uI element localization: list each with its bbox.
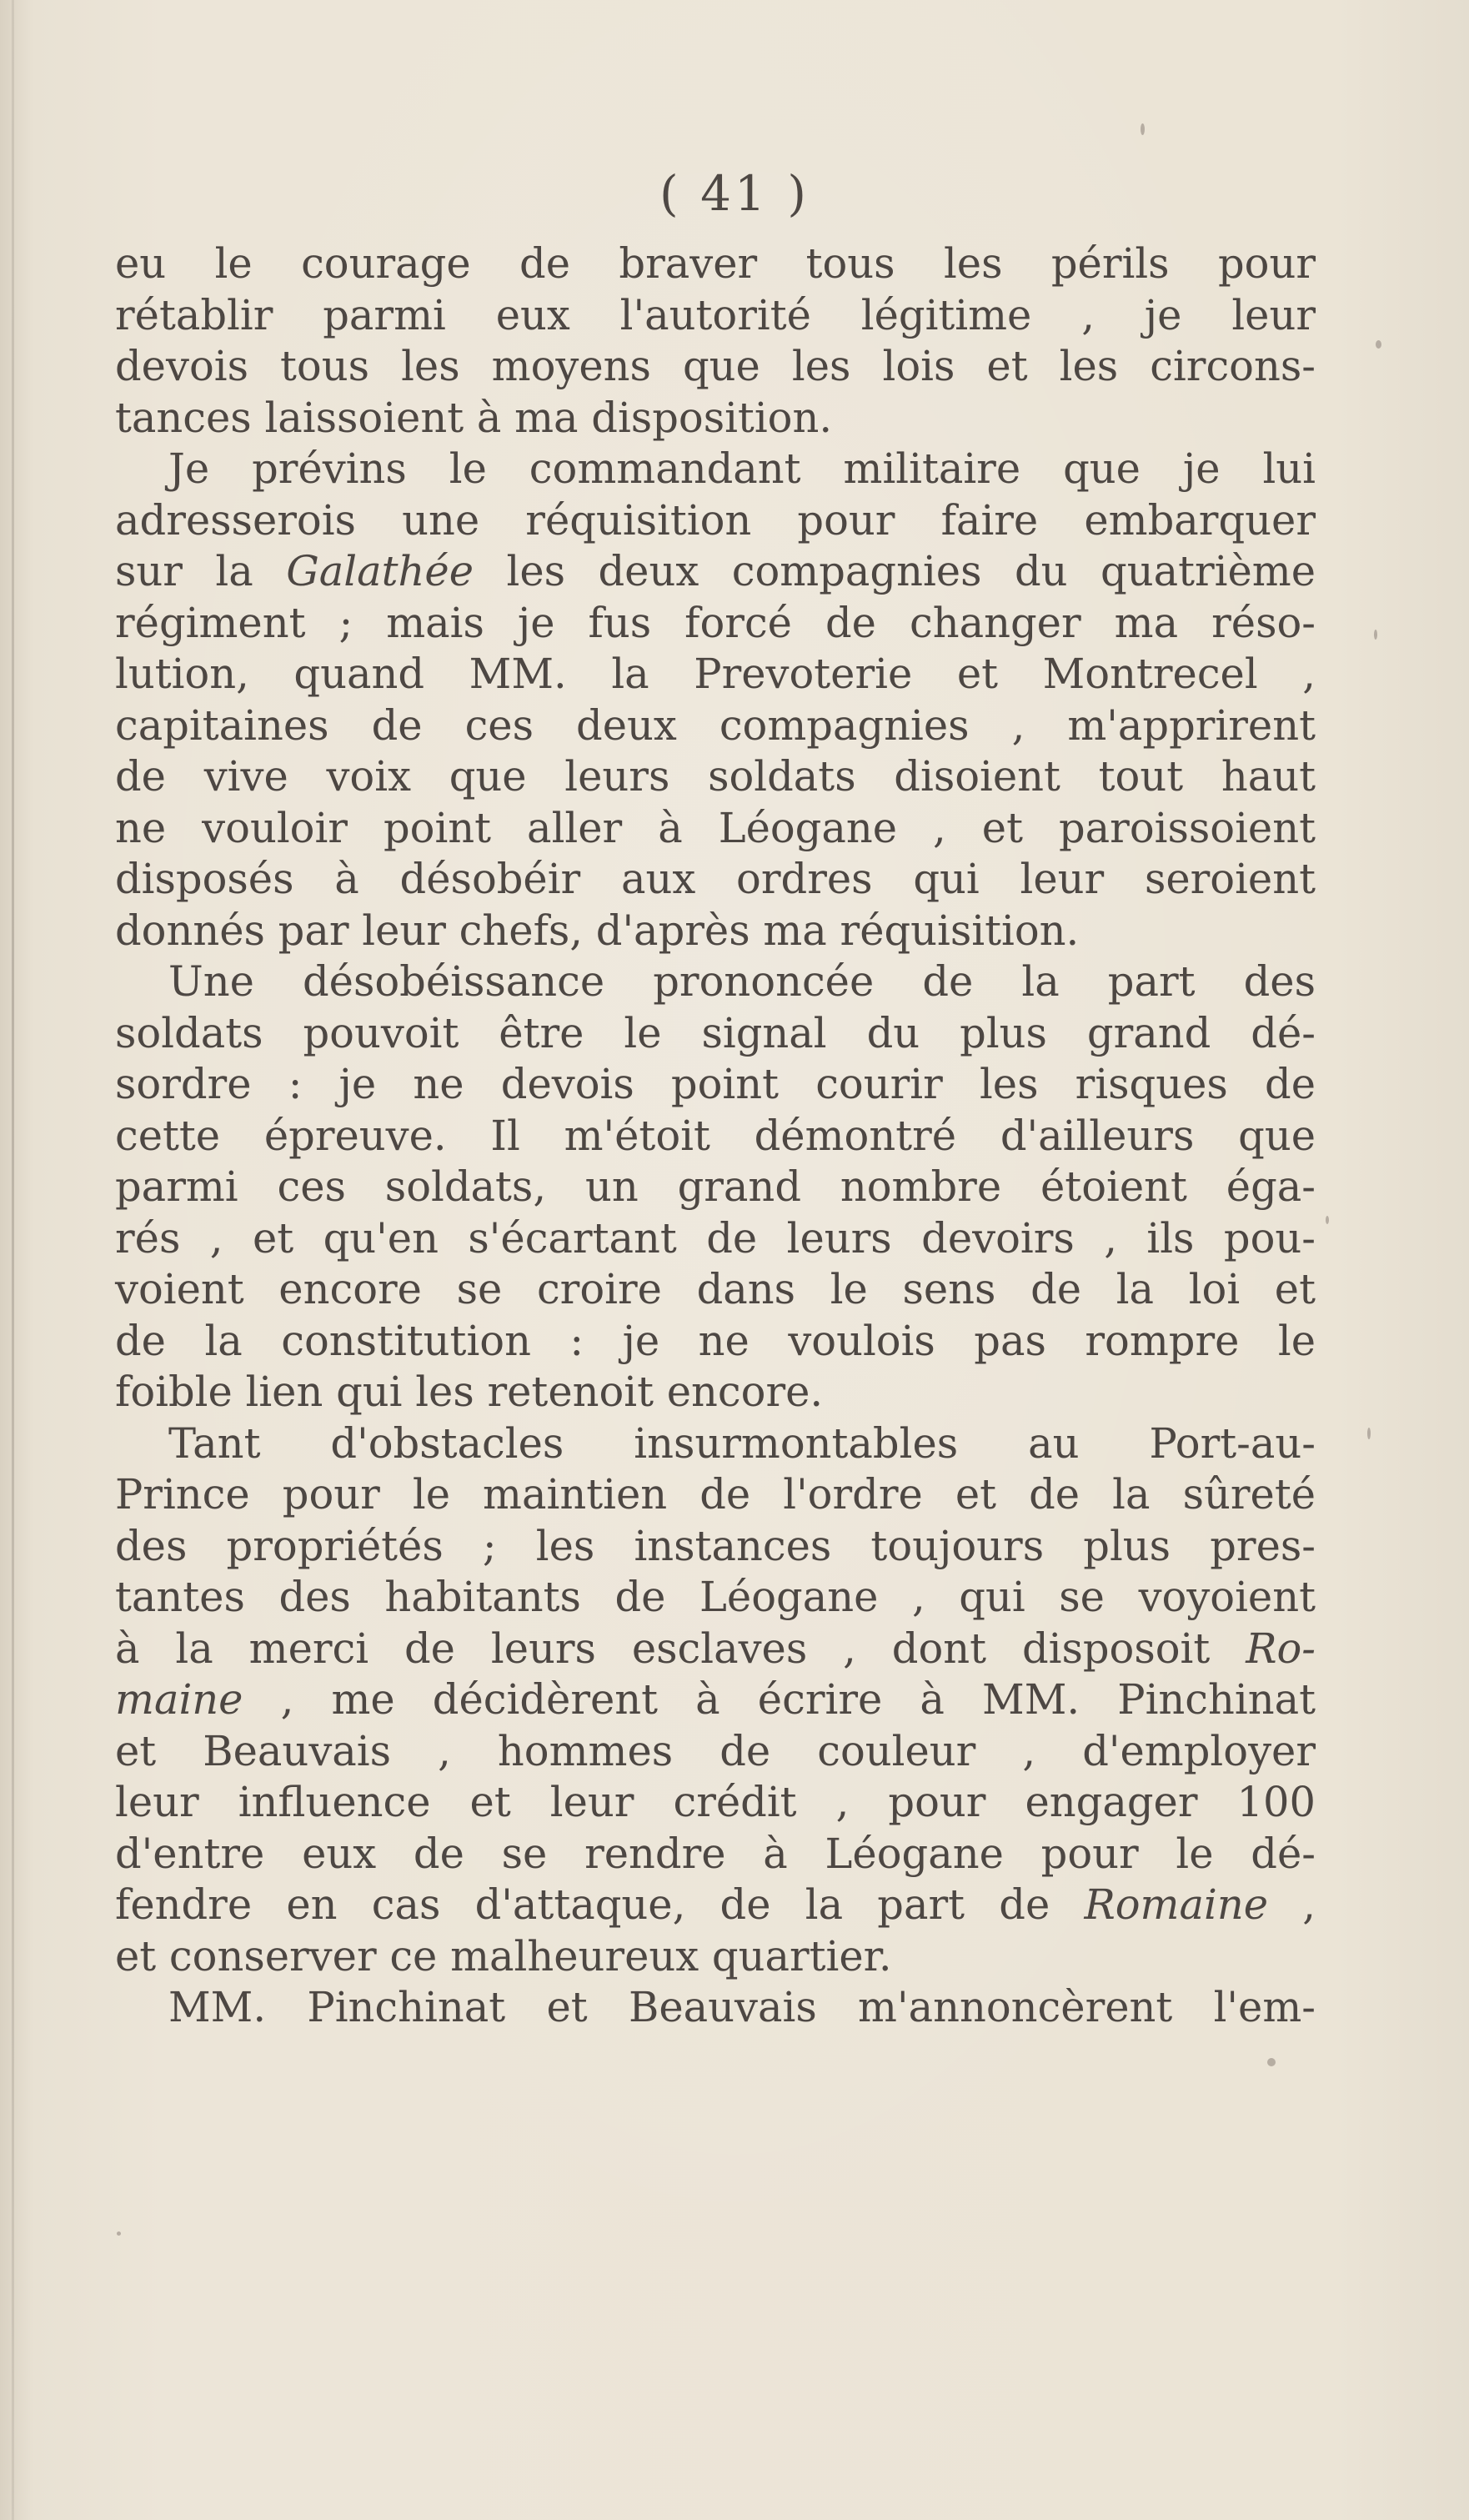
text-line: [115, 1111, 1316, 1162]
text-line: [115, 1777, 1316, 1829]
paper-speck: [1267, 2058, 1276, 2066]
text-line: [115, 393, 1316, 444]
text-line: [115, 751, 1316, 803]
text-segment: soldats pouvoit être le signal du plus grand dé-: [115, 1008, 1316, 1057]
text-segment: adresserois une réquisition pour faire embarquer: [115, 495, 1316, 545]
text-line: [115, 1264, 1316, 1316]
text-line: [115, 1572, 1316, 1624]
text-line: [115, 1982, 1316, 2034]
text-segment: régiment ; mais je fus forcé de changer ma réso-: [115, 598, 1316, 647]
text-line: [115, 1469, 1316, 1521]
text-line: [115, 906, 1316, 957]
paper-speck: [1326, 1216, 1329, 1224]
italic-text: Galathée: [286, 547, 474, 595]
page-number: ( 41 ): [659, 165, 810, 222]
text-line: [115, 1059, 1316, 1111]
text-segment: cette épreuve. Il m'étoit démontré d'ailleurs que: [115, 1111, 1316, 1160]
gutter-line: [12, 0, 14, 2520]
text-segment: sordre : je ne devois point courir les risques de: [115, 1060, 1316, 1108]
text-segment: Une désobéissance prononcée de la part des: [168, 957, 1316, 1006]
text-line: [115, 290, 1316, 342]
text-segment: ne vouloir point aller à Léogane , et paroissoient: [115, 803, 1316, 852]
paper-speck: [1367, 1428, 1371, 1439]
text-line: [115, 854, 1316, 906]
paper-speck: [1376, 340, 1381, 349]
text-segment: disposés à désobéir aux ordres qui leur seroient: [115, 855, 1316, 903]
text-segment: à la merci de leurs esclaves , dont disposoit: [115, 1624, 1246, 1673]
text-segment: fendre en cas d'attaque, de la part de: [115, 1880, 1085, 1929]
text-line: [115, 956, 1316, 1008]
text-segment: d'entre eux de se rendre à Léogane pour le dé-: [115, 1829, 1316, 1878]
text-segment: devois tous les moyens que les lois et les circons-: [115, 342, 1316, 390]
text-segment: donnés par leur chefs, d'après ma réquisition.: [115, 906, 1080, 955]
text-line: [115, 546, 1316, 598]
text-segment: ,: [1268, 1880, 1316, 1929]
text-line: [115, 238, 1316, 290]
text-segment: Prince pour le maintien de l'ordre et de la sûreté: [115, 1470, 1316, 1519]
text-line: [115, 1931, 1316, 1983]
text-line: [115, 1008, 1316, 1060]
text-line: [115, 341, 1316, 393]
text-segment: foible lien qui les retenoit encore.: [115, 1368, 824, 1416]
text-line: [115, 444, 1316, 495]
paper-speck: [117, 2231, 121, 2236]
text-line: [115, 649, 1316, 700]
text-segment: eu le courage de braver tous les périls pour: [115, 239, 1316, 288]
text-line: [115, 1418, 1316, 1470]
italic-text: Ro-: [1246, 1624, 1316, 1673]
paper-speck: [1374, 630, 1377, 640]
text-line: [115, 1316, 1316, 1368]
text-segment: , me décidèrent à écrire à MM. Pinchinat: [243, 1675, 1316, 1724]
text-segment: des propriétés ; les instances toujours plus pres-: [115, 1521, 1316, 1570]
body-text: [115, 238, 1316, 2034]
text-segment: tances laissoient à ma disposition.: [115, 393, 833, 442]
text-line: [115, 495, 1316, 547]
text-segment: MM. Pinchinat et Beauvais m'annoncèrent l'em-: [168, 1983, 1316, 2031]
text-line: [115, 1162, 1316, 1213]
italic-text: Romaine: [1084, 1880, 1269, 1929]
text-line: [115, 803, 1316, 855]
italic-text: maine: [115, 1675, 243, 1724]
text-line: [115, 1829, 1316, 1880]
text-segment: rés , et qu'en s'écartant de leurs devoirs , ils pou-: [115, 1213, 1316, 1263]
text-segment: tantes des habitants de Léogane , qui se voyoient: [115, 1573, 1316, 1621]
text-segment: parmi ces soldats, un grand nombre étoient éga-: [115, 1162, 1316, 1211]
text-segment: et Beauvais , hommes de couleur , d'employer: [115, 1726, 1316, 1775]
text-line: [115, 598, 1316, 650]
text-segment: rétablir parmi eux l'autorité légitime , je leur: [115, 290, 1316, 339]
text-segment: de la constitution : je ne voulois pas rompre le: [115, 1316, 1316, 1365]
text-line: [115, 1674, 1316, 1726]
text-segment: et conserver ce malheureux quartier.: [115, 1931, 892, 1980]
text-line: [115, 1726, 1316, 1778]
paper-speck: [1141, 123, 1145, 135]
text-line: [115, 700, 1316, 752]
text-segment: leur influence et leur crédit , pour engager 100: [115, 1778, 1316, 1826]
text-line: [115, 1213, 1316, 1265]
text-line: [115, 1367, 1316, 1418]
text-line: [115, 1521, 1316, 1573]
text-segment: les deux compagnies du quatrième: [474, 547, 1316, 595]
text-segment: Tant d'obstacles insurmontables au Port-au-: [168, 1418, 1316, 1468]
text-segment: de vive voix que leurs soldats disoient tout haut: [115, 752, 1316, 801]
text-segment: sur la: [115, 547, 287, 595]
text-line: [115, 1624, 1316, 1675]
text-line: [115, 1880, 1316, 1931]
text-segment: capitaines de ces deux compagnies , m'apprirent: [115, 700, 1316, 750]
text-segment: voient encore se croire dans le sens de la loi et: [115, 1265, 1316, 1313]
text-segment: Je prévins le commandant militaire que je lui: [168, 444, 1316, 493]
text-segment: lution, quand MM. la Prevoterie et Montrecel ,: [115, 650, 1316, 698]
